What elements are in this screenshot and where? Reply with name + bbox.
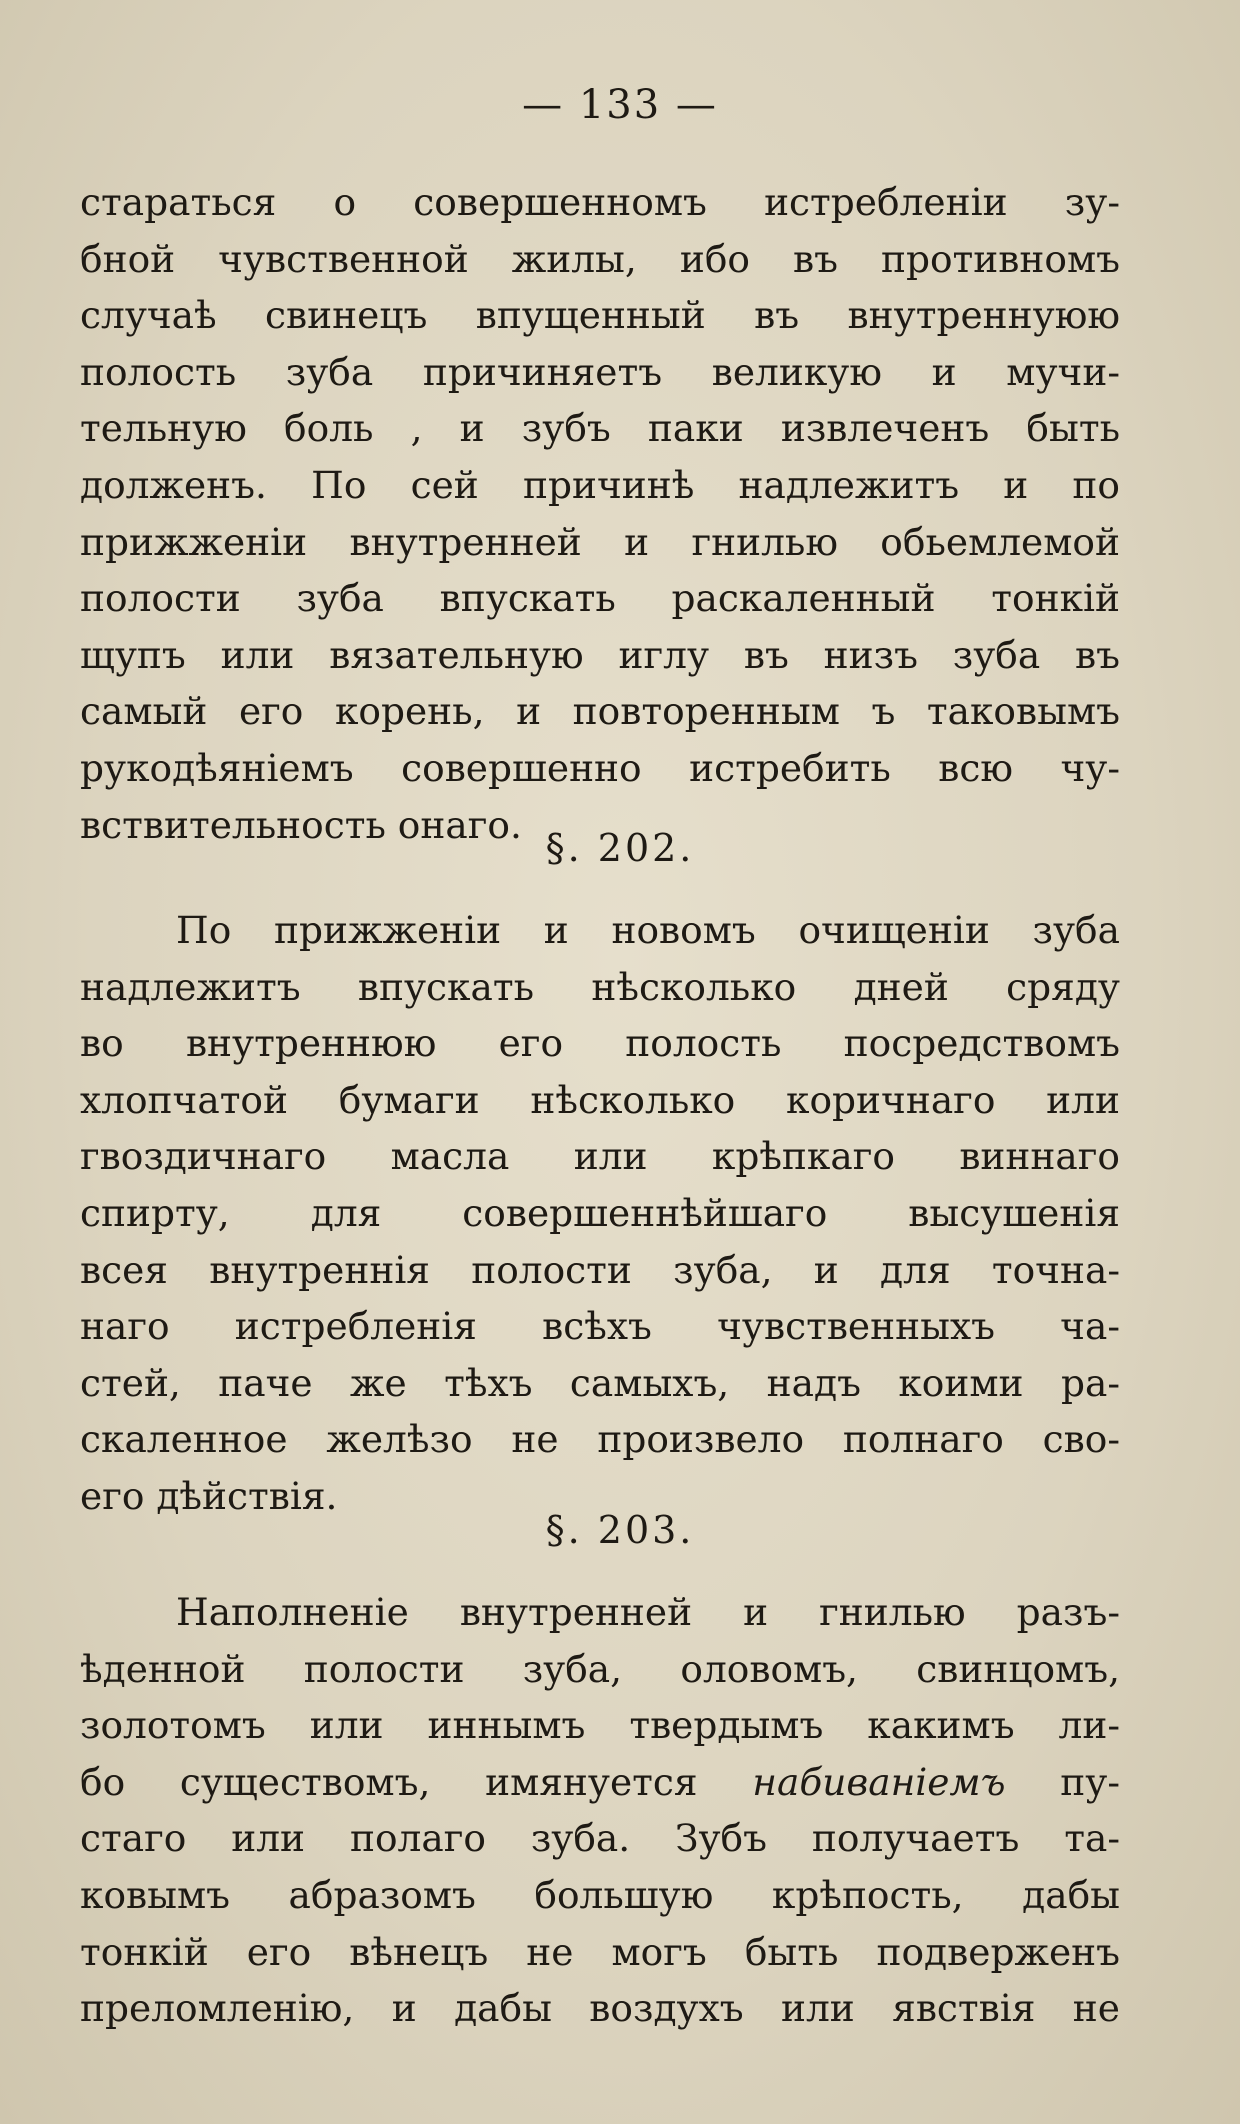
text-line: бной чувственной жилы, ибо въ противномъ <box>80 236 1120 281</box>
text-line: наго истребленія всѣхъ чувственныхъ ча- <box>80 1304 1120 1349</box>
text-segment: бо существомъ, имянуется <box>80 1759 698 1804</box>
text-line: надлежитъ впускать нѣсколько дней сряду <box>80 964 1120 1009</box>
text-line: тонкій его вѣнецъ не могъ быть подверженъ <box>80 1929 1120 1974</box>
text-line: спирту, для совершеннѣйшаго высушенія <box>80 1190 1120 1235</box>
text-line: скаленное желѣзо не произвело полнаго сво- <box>80 1417 1120 1462</box>
text-line: его дѣйствія. <box>80 1473 338 1518</box>
text-line: полость зуба причиняетъ великую и мучи- <box>80 349 1120 394</box>
text-line: рукодѣяніемъ совершенно истребить всю чу- <box>80 745 1120 790</box>
section-heading-202: §. 202. <box>545 826 695 870</box>
text-line: преломленію, и дабы воздухъ или явствія не <box>80 1986 1120 2031</box>
text-line: хлопчатой бумаги нѣсколько коричнаго или <box>80 1077 1120 1122</box>
text-line <box>80 1754 1120 1811</box>
paragraph-2 <box>80 902 1120 1525</box>
text-line: долженъ. По сей причинѣ надлежитъ и по <box>80 462 1120 507</box>
text-line: золотомъ или иннымъ твердымъ какимъ ли- <box>80 1703 1120 1748</box>
paragraph-3 <box>80 1584 1120 2037</box>
text-line: стей, паче же тѣхъ самыхъ, надъ коими ра- <box>80 1360 1120 1405</box>
text-line: стаго или полаго зуба. Зубъ получаетъ та- <box>80 1816 1120 1861</box>
text-line: стараться о совершенномъ истребленіи зу- <box>80 180 1120 224</box>
text-line: Наполненіе внутренней и гнилью разъ- <box>176 1590 1120 1634</box>
text-line: полости зуба впускать раскаленный тонкій <box>80 576 1120 621</box>
text-line: ковымъ абразомъ большую крѣпость, дабы <box>80 1872 1120 1917</box>
text-line: во внутреннюю его полость посредствомъ <box>80 1021 1120 1066</box>
text-line: всея внутреннія полости зуба, и для точна- <box>80 1247 1120 1292</box>
page-number: — 133 — <box>522 82 718 128</box>
text-segment: пу- <box>1060 1759 1120 1804</box>
text-line: вствительность онаго. <box>80 802 522 847</box>
text-line: тельную боль , и зубъ паки извлеченъ быть <box>80 406 1120 451</box>
text-line: гвоздичнаго масла или крѣпкаго виннаго <box>80 1134 1120 1179</box>
text-line: самый его корень, и повторенным ъ таковымъ <box>80 689 1120 734</box>
paragraph-1 <box>80 174 1120 853</box>
text-line: случаѣ свинецъ впущенный въ внутреннуюю <box>80 293 1120 338</box>
text-line: По прижженіи и новомъ очищеніи зуба <box>176 908 1120 952</box>
italic-term: набиваніемъ <box>752 1759 1006 1804</box>
text-line: ѣденной полости зуба, оловомъ, свинцомъ, <box>80 1646 1120 1691</box>
section-heading-203: §. 203. <box>545 1508 695 1552</box>
text-line: прижженіи внутренней и гнилью обьемлемой <box>80 519 1120 564</box>
text-line: щупъ или вязательную иглу въ низъ зуба въ <box>80 632 1120 677</box>
